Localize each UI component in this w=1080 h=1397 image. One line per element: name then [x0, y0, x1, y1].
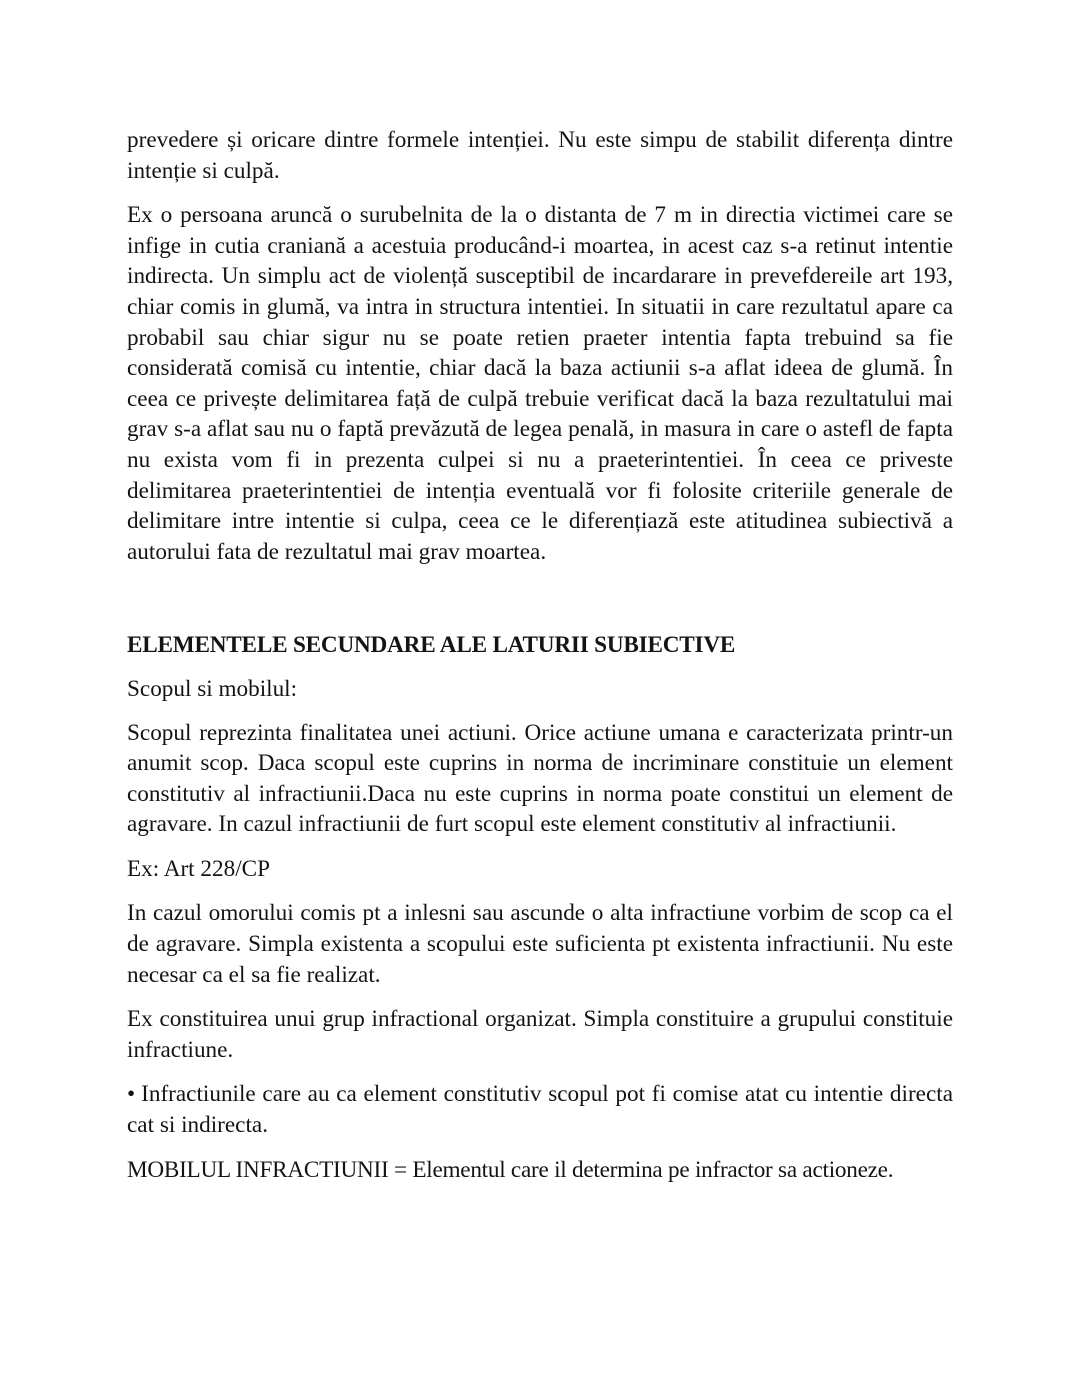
- paragraph-example-surubelnita: Ex o persoana aruncă o surubelnita de la o distanta de 7 m in directia victimei care se infige in cutia craniană a acestuia producând-i moartea, in acest caz s-a retinut intentie indirecta. Un simplu act de violență susceptibil de incardarare in prevefdereile art 193, chiar comis in glumă, va intra in structura intentiei. In situatii in care rezultatul apare ca probabil sau chiar sigur nu se poate retien praeter intentia fapta trebuind sa fie considerată comisă cu intentie, chiar dacă la baza actiunii s-a aflat ideea de glumă. În ceea ce privește delimitarea față de culpă trebuie verificat dacă la baza rezultatului mai grav s-a aflat sau nu o faptă prevăzută de legea penală, in masura in care o astefl de fapta nu exista vom fi in prezenta culpei si nu a praeterintentiei. În ceea ce priveste delimitarea praeterintentiei de intenția eventuală vor fi folosite criteriile generale de delimitare intre intentie si culpa, ceea ce le diferențiază este atitudinea subiectivă a autorului fata de rezultatul mai grav moartea.: [127, 202, 953, 565]
- bullet-item: [127, 1079, 953, 1140]
- paragraph-omor-scop: In cazul omorului comis pt a inlesni sau ascunde o alta infractiune vorbim de scop ca el de agravare. Simpla existenta a scopului este suficienta pt existenta infractiunii. Nu este necesar ca el sa fie realizat.: [127, 900, 953, 988]
- paragraph-intentie-culpa: prevedere și oricare dintre formele intenției. Nu este simpu de stabilit diferența dintre intenție si culpă.: [127, 127, 953, 184]
- paragraph-mobilul: MOBILUL INFRACTIUNII = Elementul care il determina pe infractor sa actioneze.: [127, 1156, 894, 1183]
- document-page: [127, 125, 953, 1185]
- subheading-scopul-mobilul: Scopul si mobilul:: [127, 675, 298, 702]
- bullet-text: Infractiunile care au ca element constitutiv scopul pot fi comise atat cu intentie directa cat si indirecta.: [127, 1081, 953, 1139]
- paragraph-scopul: Scopul reprezinta finalitatea unei actiuni. Orice actiune umana e caracterizata printr-un anumit scop. Daca scopul este cuprins in norma de incriminare constituie un element constitutiv al infractiunii.Daca nu este cuprins in norma poate constitui un element de agravare. In cazul infractiunii de furt scopul este element constitutiv al infractiunii.: [127, 719, 953, 838]
- section-heading: ELEMENTELE SECUNDARE ALE LATURII SUBIECTIVE: [127, 632, 736, 659]
- bullet-icon: •: [127, 1081, 136, 1108]
- example-art-228: Ex: Art 228/CP: [127, 855, 271, 882]
- paragraph-grup-infractional: Ex constituirea unui grup infractional organizat. Simpla constituire a grupului constituie infractiune.: [127, 1006, 953, 1063]
